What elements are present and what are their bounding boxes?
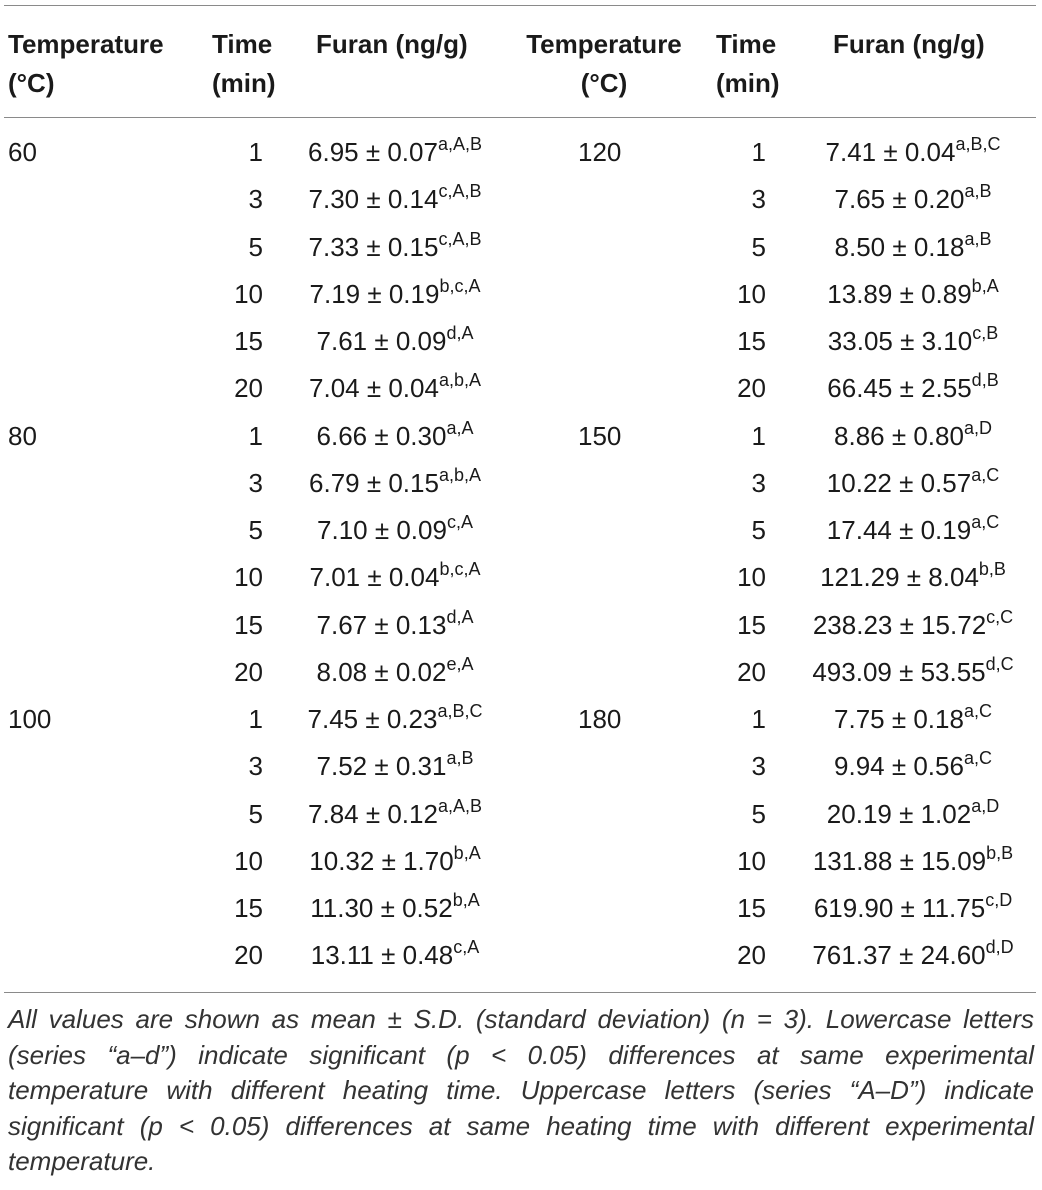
time-right-cell-value: 20	[737, 940, 766, 971]
table-row	[0, 460, 1042, 507]
time-right-cell	[710, 129, 766, 176]
table-top-rule	[4, 5, 1036, 6]
table-row	[0, 176, 1042, 223]
time-left-cell-value: 5	[248, 515, 263, 545]
table-row	[0, 932, 1042, 979]
time-right-cell	[710, 885, 766, 932]
significance-superscript: b,A	[452, 890, 480, 910]
furan-right-cell	[826, 129, 1001, 176]
furan-right-cell-value: 17.44 ± 0.19	[826, 515, 972, 545]
significance-superscript: b,B	[986, 842, 1014, 863]
furan-right-cell-value: 8.86 ± 0.80	[834, 420, 964, 451]
time-right-cell-value: 10	[737, 562, 766, 593]
time-right-cell-value: 1	[751, 137, 766, 167]
time-left-cell	[218, 554, 263, 601]
furan-left-cell	[317, 649, 474, 696]
time-right-cell-value: 3	[751, 751, 766, 782]
significance-superscript: a,D	[971, 795, 1000, 816]
time-left-cell	[218, 743, 263, 790]
time-right-cell	[710, 554, 766, 601]
time-left-cell	[218, 885, 263, 932]
table-row	[0, 129, 1042, 176]
significance-superscript: a,b,A	[438, 370, 481, 391]
furan-right-cell-value: 238.23 ± 15.72	[812, 609, 987, 640]
time-left-cell	[218, 365, 263, 412]
furan-right-cell-value: 131.88 ± 15.09	[812, 845, 987, 876]
table-header	[0, 25, 1042, 105]
time-right-cell	[710, 224, 766, 271]
time-left-cell-value: 3	[248, 467, 263, 498]
time-right-cell-value: 1	[751, 704, 766, 734]
table-row	[0, 838, 1042, 885]
furan-right-cell-value: 7.41 ± 0.04	[825, 137, 956, 167]
furan-left-cell-value: 7.45 ± 0.23	[307, 704, 438, 734]
furan-left-cell-value: 7.01 ± 0.04	[309, 562, 440, 593]
table-row	[0, 649, 1042, 696]
time-right-cell	[710, 507, 766, 554]
time-right-cell-value: 15	[737, 326, 766, 356]
time-left-cell-value: 10	[234, 845, 263, 876]
significance-superscript: b,A	[453, 842, 481, 863]
temperature-right-cell	[578, 129, 621, 176]
time-right-cell-value: 15	[737, 609, 766, 640]
time-left-cell-value: 15	[234, 326, 263, 356]
time-right-cell	[710, 413, 766, 460]
furan-left-cell-value: 7.10 ± 0.09	[317, 515, 447, 545]
furan-left-cell-value: 6.95 ± 0.07	[308, 137, 438, 167]
temperature-left-cell	[8, 129, 37, 176]
table-footnote: All values are shown as mean ± S.D. (standard deviation) (n = 3). Lowercase letters (series “a–d”) indicate significant (p < 0.05) differences at same experimental temperature with different heating time. Uppercase letters (series “A–D”) indicate significant (p < 0.05) differences at same heating time with different experimental temperature.	[8, 1004, 1034, 1176]
significance-superscript: b,A	[971, 275, 999, 296]
table-row	[0, 507, 1042, 554]
furan-right-cell-value: 493.09 ± 53.55	[812, 656, 986, 687]
furan-right-cell	[827, 271, 998, 318]
significance-superscript: d,A	[446, 606, 474, 627]
furan-left-cell	[308, 791, 482, 838]
table-row	[0, 365, 1042, 412]
significance-superscript: a,A,B	[437, 134, 482, 154]
time-left-cell-value: 1	[248, 420, 263, 451]
time-left-cell-value: 15	[234, 609, 263, 640]
significance-superscript: c,A,B	[438, 228, 482, 249]
furan-right-cell-value: 761.37 ± 24.60	[812, 940, 986, 971]
time-right-cell	[710, 649, 766, 696]
time-right-cell-value: 20	[737, 373, 766, 404]
furan-right-cell	[827, 365, 998, 412]
furan-left-cell	[310, 554, 481, 601]
table-row	[0, 696, 1042, 743]
furan-left-cell-value: 7.61 ± 0.09	[316, 326, 447, 356]
significance-superscript: b,c,A	[439, 275, 481, 296]
table-row	[0, 413, 1042, 460]
furan-left-cell	[309, 460, 481, 507]
significance-superscript: a,B,C	[437, 701, 483, 721]
furan-left-cell-value: 7.30 ± 0.14	[308, 184, 439, 215]
furan-left-cell-value: 7.52 ± 0.31	[316, 751, 447, 782]
time-right-cell	[710, 365, 766, 412]
time-left-cell	[218, 696, 263, 743]
time-left-cell-value: 20	[234, 656, 263, 687]
furan-left-cell-value: 7.04 ± 0.04	[309, 373, 439, 404]
time-left-cell	[218, 318, 263, 365]
time-left-cell-value: 20	[234, 940, 263, 971]
furan-right-cell-value: 33.05 ± 3.10	[827, 326, 973, 356]
time-left-cell	[218, 224, 263, 271]
time-left-cell	[218, 932, 263, 979]
furan-right-cell-value: 8.50 ± 0.18	[834, 231, 965, 262]
time-left-cell	[218, 271, 263, 318]
furan-right-cell-value: 13.89 ± 0.89	[827, 278, 972, 309]
table-row	[0, 224, 1042, 271]
furan-right-cell	[834, 413, 992, 460]
time-left-cell	[218, 791, 263, 838]
significance-superscript: c,C	[986, 606, 1014, 627]
time-right-cell	[710, 743, 766, 790]
time-right-cell-value: 5	[751, 515, 766, 545]
time-right-cell-value: 10	[737, 845, 766, 876]
significance-superscript: b,c,A	[439, 559, 481, 580]
furan-left-cell	[309, 365, 481, 412]
furan-right-cell	[834, 696, 992, 743]
time-right-cell	[710, 838, 766, 885]
furan-right-cell	[812, 649, 1013, 696]
furan-right-cell	[820, 554, 1006, 601]
furan-left-cell	[308, 129, 482, 176]
furan-left-cell	[310, 885, 480, 932]
time-left-cell	[218, 176, 263, 223]
time-left-cell-value: 3	[248, 751, 263, 782]
furan-right-cell	[813, 602, 1013, 649]
table-row	[0, 318, 1042, 365]
significance-superscript: a,B	[964, 228, 992, 249]
time-left-cell	[218, 649, 263, 696]
furan-left-cell	[309, 838, 480, 885]
time-right-cell-value: 3	[751, 184, 766, 215]
temperature-left-cell	[8, 696, 51, 743]
furan-right-cell	[813, 838, 1013, 885]
furan-right-cell	[827, 791, 999, 838]
time-right-cell-value: 20	[737, 656, 766, 687]
time-right-cell-value: 15	[737, 893, 766, 923]
header-temperature-left: Temperature (°C)	[8, 29, 164, 98]
time-right-cell	[710, 271, 766, 318]
time-right-cell	[710, 602, 766, 649]
furan-right-cell-value: 121.29 ± 8.04	[820, 562, 979, 593]
time-left-cell-value: 1	[248, 704, 263, 734]
furan-right-cell	[827, 507, 999, 554]
significance-superscript: c,A	[453, 937, 480, 958]
furan-left-cell-value: 7.84 ± 0.12	[308, 798, 438, 829]
furan-left-cell	[317, 602, 474, 649]
time-right-cell-value: 3	[751, 467, 766, 498]
time-left-cell	[218, 413, 263, 460]
temperature-right-cell-value: 120	[578, 137, 622, 167]
time-left-cell-value: 15	[234, 893, 263, 923]
significance-superscript: a,C	[971, 512, 1000, 532]
furan-right-cell	[827, 460, 999, 507]
header-furan-left: Furan (ng/g)	[316, 29, 468, 59]
header-temperature-right: Temperature (°C)	[526, 29, 682, 98]
significance-superscript: d,D	[985, 937, 1014, 958]
furan-left-cell	[317, 318, 474, 365]
furan-left-cell	[317, 413, 474, 460]
significance-superscript: a,C	[963, 701, 992, 721]
time-right-cell	[710, 460, 766, 507]
time-right-cell-value: 5	[751, 798, 766, 829]
time-left-cell-value: 20	[234, 373, 263, 404]
furan-right-cell-value: 9.94 ± 0.56	[834, 751, 964, 782]
temperature-right-cell	[578, 413, 621, 460]
significance-superscript: a,C	[963, 748, 992, 769]
table-body	[0, 129, 1042, 980]
furan-left-cell-value: 6.66 ± 0.30	[316, 420, 447, 451]
furan-left-cell	[317, 507, 473, 554]
furan-right-cell-value: 10.22 ± 0.57	[826, 467, 972, 498]
furan-left-cell-value: 8.08 ± 0.02	[316, 656, 447, 687]
furan-right-cell-value: 7.75 ± 0.18	[834, 704, 964, 734]
time-right-cell	[710, 176, 766, 223]
furan-right-cell-value: 619.90 ± 11.75	[813, 893, 986, 923]
table-header-rule	[4, 117, 1036, 118]
time-left-cell-value: 3	[248, 184, 263, 215]
significance-superscript: a,b,A	[438, 464, 481, 485]
temperature-left-cell-value: 100	[8, 704, 52, 734]
table-row	[0, 885, 1042, 932]
time-left-cell-value: 5	[248, 231, 263, 262]
header-furan-right: Furan (ng/g)	[833, 29, 985, 59]
furan-left-cell	[309, 224, 482, 271]
furan-right-cell	[814, 885, 1012, 932]
significance-superscript: e,A	[446, 653, 474, 674]
furan-right-cell	[834, 743, 992, 790]
time-left-cell	[218, 460, 263, 507]
furan-left-cell-value: 6.79 ± 0.15	[309, 467, 439, 498]
furan-right-cell	[812, 932, 1013, 979]
temperature-left-cell-value: 60	[8, 137, 37, 167]
table-row	[0, 791, 1042, 838]
time-left-cell	[218, 838, 263, 885]
furan-left-cell	[317, 743, 474, 790]
table-row	[0, 554, 1042, 601]
furan-left-cell-value: 11.30 ± 0.52	[310, 893, 453, 923]
furan-right-cell	[828, 318, 998, 365]
significance-superscript: c,B	[972, 323, 999, 343]
temperature-left-cell	[8, 413, 37, 460]
significance-superscript: c,A	[446, 512, 473, 532]
significance-superscript: c,A,B	[438, 181, 482, 202]
furan-right-cell-value: 7.65 ± 0.20	[834, 184, 965, 215]
furan-left-cell	[311, 932, 479, 979]
table-row	[0, 602, 1042, 649]
furan-left-cell	[308, 696, 483, 743]
significance-superscript: a,D	[963, 417, 992, 438]
table-row	[0, 271, 1042, 318]
furan-left-cell	[309, 176, 482, 223]
furan-right-cell	[835, 224, 992, 271]
furan-left-cell-value: 10.32 ± 1.70	[309, 845, 454, 876]
furan-left-cell-value: 7.19 ± 0.19	[309, 278, 440, 309]
significance-superscript: d,C	[985, 653, 1014, 674]
time-right-cell-value: 10	[737, 278, 766, 309]
time-left-cell-value: 10	[234, 278, 263, 309]
significance-superscript: c,D	[985, 890, 1013, 910]
significance-superscript: a,B	[446, 748, 474, 769]
furan-left-cell-value: 13.11 ± 0.48	[310, 940, 454, 971]
time-right-cell	[710, 318, 766, 365]
significance-superscript: a,A,B	[437, 795, 482, 816]
time-left-cell	[218, 129, 263, 176]
significance-superscript: d,A	[446, 323, 474, 343]
time-left-cell	[218, 507, 263, 554]
header-time-right: Time (min)	[716, 29, 780, 98]
significance-superscript: a,B	[964, 181, 992, 202]
significance-superscript: a,C	[971, 464, 1000, 485]
time-left-cell-value: 5	[248, 798, 263, 829]
time-left-cell-value: 10	[234, 562, 263, 593]
furan-left-cell-value: 7.67 ± 0.13	[316, 609, 447, 640]
table-bottom-rule	[4, 992, 1036, 993]
time-right-cell	[710, 696, 766, 743]
time-left-cell-value: 1	[248, 137, 263, 167]
temperature-right-cell-value: 150	[578, 420, 622, 451]
temperature-left-cell-value: 80	[8, 420, 37, 451]
time-right-cell-value: 5	[751, 231, 766, 262]
table-row	[0, 743, 1042, 790]
furan-left-cell-value: 7.33 ± 0.15	[308, 231, 439, 262]
furan-right-cell-value: 20.19 ± 1.02	[826, 798, 972, 829]
time-left-cell	[218, 602, 263, 649]
furan-right-cell-value: 66.45 ± 2.55	[827, 373, 972, 404]
temperature-right-cell-value: 180	[578, 704, 622, 734]
significance-superscript: d,B	[971, 370, 999, 391]
significance-superscript: a,A	[446, 417, 474, 438]
header-time-left: Time (min)	[212, 29, 276, 98]
significance-superscript: a,B,C	[955, 134, 1001, 154]
time-right-cell	[710, 932, 766, 979]
temperature-right-cell	[578, 696, 621, 743]
time-right-cell	[710, 791, 766, 838]
furan-right-cell	[835, 176, 992, 223]
time-right-cell-value: 1	[751, 420, 766, 451]
significance-superscript: b,B	[978, 559, 1006, 580]
furan-left-cell	[310, 271, 481, 318]
